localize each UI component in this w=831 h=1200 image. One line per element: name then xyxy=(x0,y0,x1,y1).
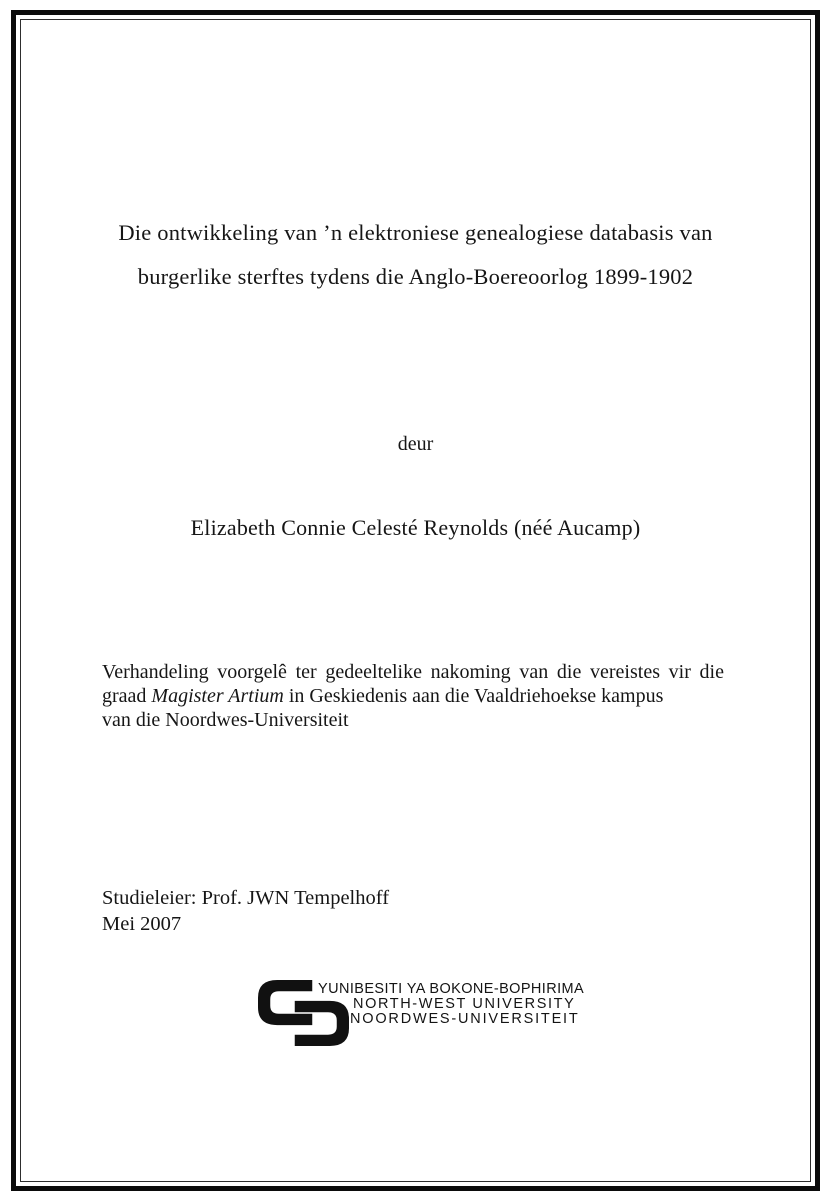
thesis-title-line1: Die ontwikkeling van ’n elektroniese genealogiese databasis van xyxy=(118,220,713,245)
author-name: Elizabeth Connie Celesté Reynolds (néé Aucamp) xyxy=(190,515,641,540)
degree-statement-line2 xyxy=(102,684,724,708)
logo-line-setswana: YUNIBESITI YA BOKONE-BOPHIRIMA xyxy=(318,981,585,997)
degree-statement-line3: van die Noordwes-Universiteit xyxy=(102,709,349,732)
supervisor-block xyxy=(102,886,389,937)
logo-line-afrikaans: NOORDWES-UNIVERSITEIT xyxy=(350,1011,580,1027)
thesis-title-line2: burgerlike sterftes tydens die Anglo-Boereoorlog 1899-1902 xyxy=(137,264,694,289)
byline-deur: deur xyxy=(397,433,434,455)
degree-statement-line2-post: in Geskiedenis aan die Vaaldriehoekse kampus xyxy=(288,685,664,708)
logo-line-english: NORTH-WEST UNIVERSITY xyxy=(353,996,576,1012)
university-logo-text xyxy=(318,982,584,1027)
degree-statement-line1: Verhandeling voorgelê ter gedeeltelike nakoming van die vereistes vir die xyxy=(102,661,724,683)
degree-statement xyxy=(102,660,724,733)
supervisor-line: Studieleier: Prof. JWN Tempelhoff xyxy=(102,887,390,909)
degree-name-italic: Magister Artium xyxy=(151,685,284,708)
degree-statement-line2-pre: graad xyxy=(102,685,147,708)
date-line: Mei 2007 xyxy=(102,912,182,935)
thesis-title xyxy=(60,211,771,299)
